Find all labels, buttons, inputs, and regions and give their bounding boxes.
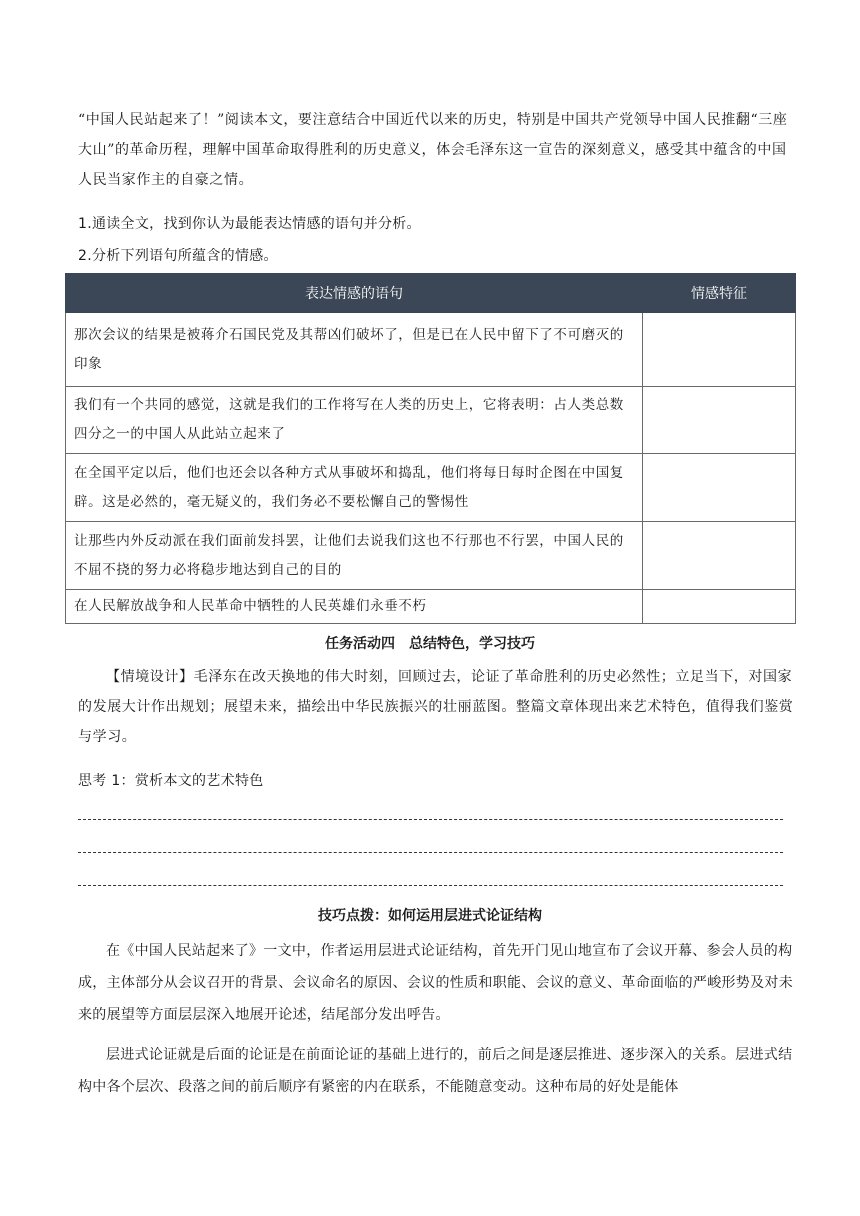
sentence-cell: 那次会议的结果是被蒋介石国民党及其帮凶们破坏了，但是已在人民中留下了不可磨灭的印象 [66, 313, 643, 387]
task-1: 1.通读全文，找到你认为最能表达情感的语句并分析。 [78, 216, 421, 232]
sentence-cell: 在人民解放战争和人民革命中牺牲的人民英雄们永垂不朽 [66, 590, 643, 624]
table-row [66, 590, 796, 624]
table-row [66, 313, 796, 387]
sentence-cell: 在全国平定以后，他们也还会以各种方式从事破坏和捣乱，他们将每日每时企图在中国复辟。这是必然的，毫无疑义的，我们务必不要松懈自己的警惕性 [66, 454, 643, 522]
emotion-table [65, 273, 796, 624]
feature-cell[interactable] [643, 522, 796, 590]
tips-paragraph-1: 在《中国人民站起来了》一文中，作者运用层进式论证结构，首先开门见山地宣布了会议开幕、参会人员的构成，主体部分从会议召开的背景、会议命名的原因、会议的性质和职能、会议的意义、革命面临的严峻形势及对未来的展望等方面层层深入地展开论述，结尾部分发出呼告。 [78, 943, 793, 1023]
feature-cell[interactable] [643, 590, 796, 624]
table-row [66, 454, 796, 522]
think-1-prompt: 思考 1：赏析本文的艺术特色 [78, 773, 264, 789]
answer-line[interactable] [78, 819, 783, 820]
header-sentence: 表达情感的语句 [66, 274, 643, 313]
answer-line[interactable] [78, 885, 783, 886]
table-header-row [66, 274, 796, 313]
scenario-text: 毛泽东在改天换地的伟大时刻，回顾过去，论证了革命胜利的历史必然性；立足当下，对国家的发展大计作出规划；展望未来，描绘出中华民族振兴的壮丽蓝图。整篇文章体现出来艺术特色，值得我们鉴赏与学习。 [78, 669, 794, 745]
answer-line[interactable] [78, 852, 783, 853]
feature-cell[interactable] [643, 313, 796, 387]
tips-paragraph-2: 层进式论证就是后面的论证是在前面论证的基础上进行的，前后之间是逐层推进、逐步深入的关系。层进式结构中各个层次、段落之间的前后顺序有紧密的内在联系，不能随意变动。这种布局的好处是能体 [78, 1047, 793, 1095]
scenario-paragraph [78, 662, 796, 752]
task-2: 2.分析下列语句所蕴含的情感。 [78, 248, 278, 264]
sentence-cell: 让那些内外反动派在我们面前发抖罢，让他们去说我们这也不行那也不行罢，中国人民的不屈不挠的努力必将稳步地达到自己的目的 [66, 522, 643, 590]
table-row [66, 387, 796, 454]
intro-paragraph: “中国人民站起来了！”阅读本文，要注意结合中国近代以来的历史，特别是中国共产党领导中国人民推翻“三座大山”的革命历程，理解中国革命取得胜利的历史意义，体会毛泽东这一宣告的深刻意义，感受其中蕴含的中国人民当家作主的自豪之情。 [78, 112, 788, 188]
sentence-cell: 我们有一个共同的感觉，这就是我们的工作将写在人类的历史上，它将表明：占人类总数四分之一的中国人从此站立起来了 [66, 387, 643, 454]
activity-4-title: 任务活动四 总结特色，学习技巧 [325, 636, 535, 652]
feature-cell[interactable] [643, 387, 796, 454]
scenario-label: 【情境设计】 [106, 669, 194, 685]
tips-title: 技巧点拨：如何运用层进式论证结构 [318, 908, 542, 924]
table-row [66, 522, 796, 590]
feature-cell[interactable] [643, 454, 796, 522]
header-feature: 情感特征 [643, 274, 796, 313]
